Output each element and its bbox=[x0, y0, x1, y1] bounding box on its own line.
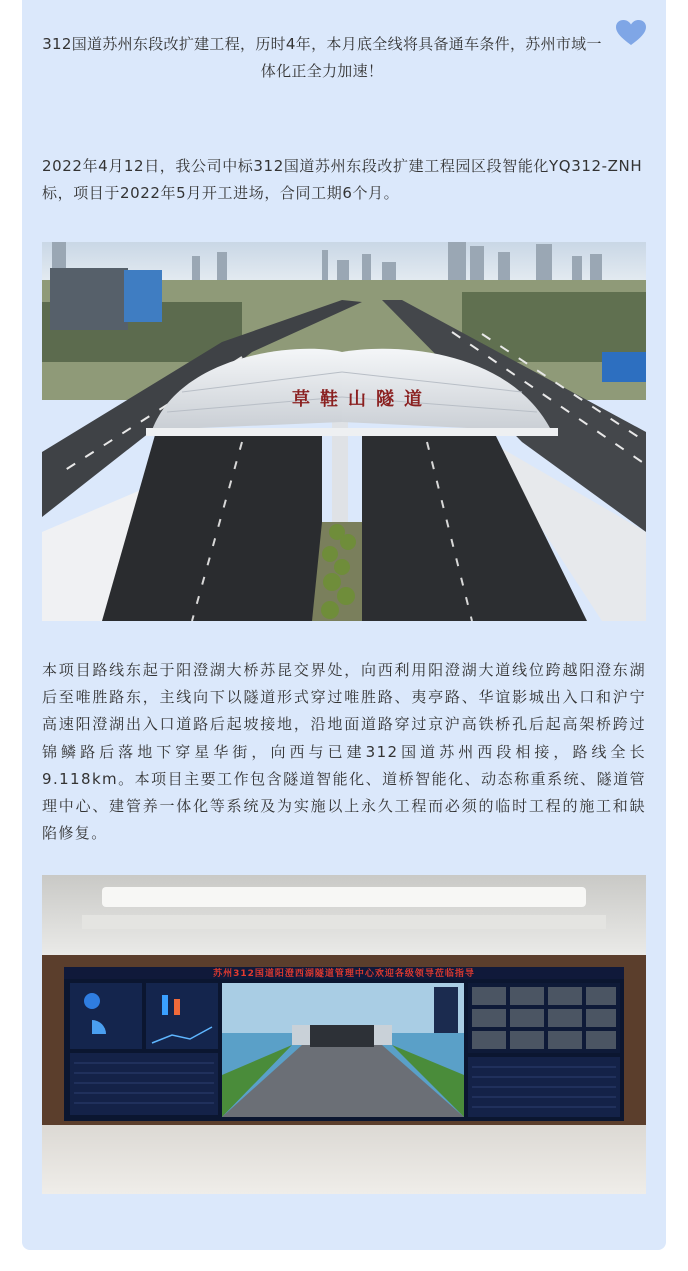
project-description-paragraph: 本项目路线东起于阳澄湖大桥苏昆交界处，向西利用阳澄湖大道线位跨越阳澄东湖后至唯胜路东，主线向下以隧道形式穿过唯胜路、夷亭路、华谊影城出入口和沪宁高速阳澄湖出入口道路后起坡接地，沿地面道路穿过京沪高铁桥孔后起高架桥跨过锦鳞路后落地下穿星华街，向西与已建312国道苏州西段相接，路线全长9.118km。本项目主要工作包含隧道智能化、道桥智能化、动态称重系统、隧道管理中心、建管养一体化等系统及为实施以上永久工程而必须的临时工程的施工和缺陷修复。 bbox=[42, 661, 646, 843]
intro-paragraph: 312国道苏州东段改扩建工程，历时4年，本月底全线将具备通车条件，苏州市域一体化正全力加速！ bbox=[42, 35, 602, 80]
bid-info-paragraph: 2022年4月12日，我公司中标312国道苏州东段改扩建工程园区段智能化YQ312-ZNH标，项目于2022年5月开工进场，合同工期6个月。 bbox=[42, 157, 643, 202]
control-room-photo bbox=[42, 875, 646, 1194]
control-room-banner: 苏州312国道阳澄西湖隧道管理中心欢迎各级领导莅临指导 bbox=[213, 969, 475, 979]
heart-icon[interactable] bbox=[616, 20, 646, 46]
tunnel-name-sign: 草鞋山隧道 bbox=[292, 389, 432, 410]
tunnel-photo bbox=[42, 242, 646, 621]
